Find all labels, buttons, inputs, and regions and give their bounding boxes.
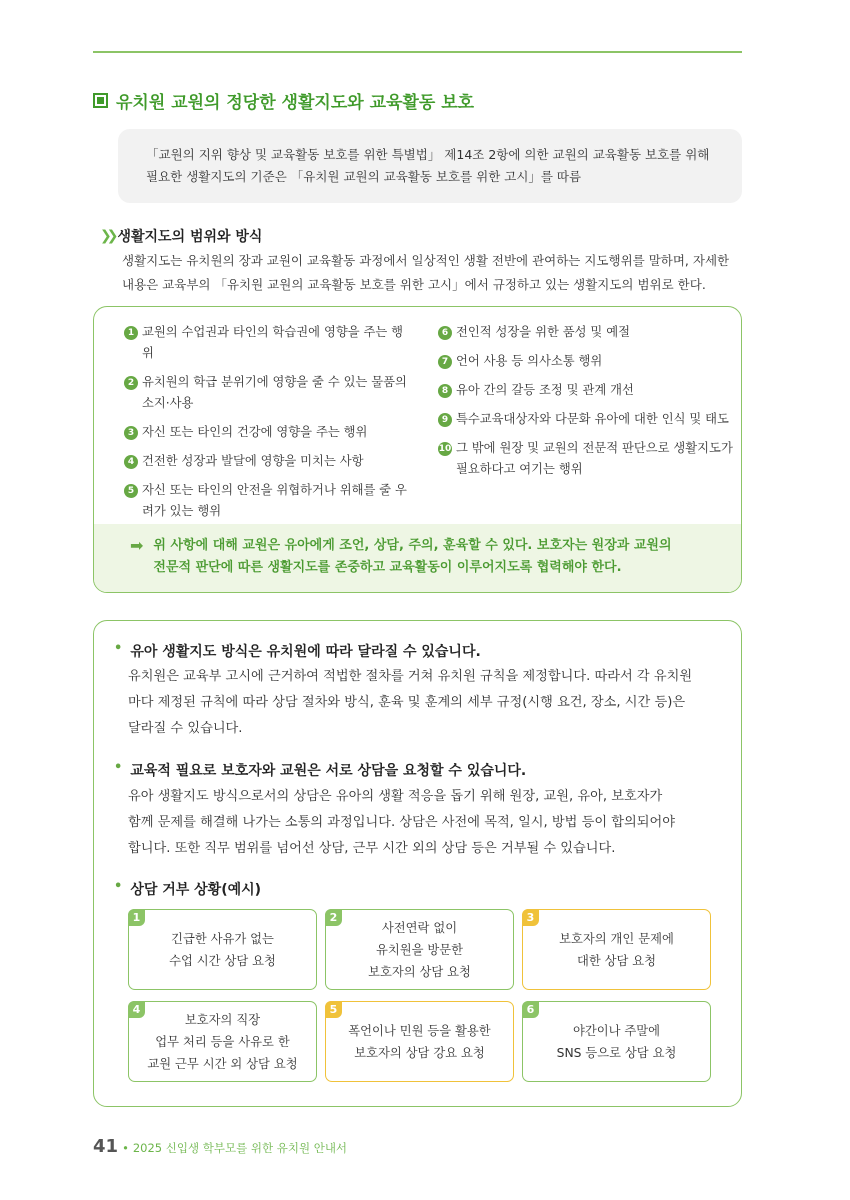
case-card — [128, 1001, 317, 1082]
case-line: 사전연락 없이 — [381, 920, 458, 935]
list-item — [124, 451, 414, 472]
case-number: 6 — [522, 1001, 539, 1018]
case-line: 폭언이나 민원 등을 활용한 — [348, 1023, 491, 1038]
scope-title-text: 생활지도의 범위와 방식 — [117, 229, 263, 245]
case-line: 야간이나 주말에 — [572, 1023, 661, 1038]
bullet-paragraph-1 — [128, 664, 718, 742]
scope-list-right — [438, 322, 738, 488]
scope-intro — [122, 249, 744, 297]
scope-list-left — [124, 322, 414, 530]
list-item-text: 자신 또는 타인의 안전을 위협하거나 위해를 줄 우려가 있는 행위 — [142, 483, 407, 518]
paragraph-line: 마다 제정된 규칙에 따라 상담 절차와 방식, 훈육 및 훈계의 세부 규정(시행 요건, 장소, 시간 등)은 — [128, 695, 686, 710]
case-line: 긴급한 사유가 없는 — [171, 931, 274, 946]
scope-intro-line-1: 생활지도는 유치원의 장과 교원이 교육활동 과정에서 일상적인 생활 전반에 관여하는 지도행위를 말하며, 자세한 — [122, 253, 730, 268]
page-number: 41 — [93, 1136, 119, 1157]
list-item-text: 교원의 수업권과 타인의 학습권에 영향을 주는 행위 — [142, 325, 404, 360]
case-line: 교원 근무 시간 외 상담 요청 — [147, 1056, 298, 1071]
case-number: 3 — [522, 909, 539, 926]
list-item-text: 유치원의 학급 분위기에 영향을 줄 수 있는 물품의 소지·사용 — [142, 375, 407, 410]
law-line-1: 「교원의 지위 향상 및 교육활동 보호를 위한 특별법」 제14조 2항에 의한 교원의 교육활동 보호를 위해 — [146, 147, 710, 162]
paragraph-line: 유치원은 교육부 고시에 근거하여 적법한 절차를 거쳐 유치원 규칙을 제정합니다. 따라서 각 유치원 — [128, 669, 693, 684]
list-item-text: 자신 또는 타인의 건강에 영향을 주는 행위 — [142, 425, 368, 439]
case-card — [522, 909, 711, 990]
number-badge: 9 — [438, 413, 452, 427]
case-line: 보호자의 상담 요청 — [368, 964, 471, 979]
case-number: 2 — [325, 909, 342, 926]
scope-note — [94, 524, 741, 593]
scope-note-line-1: 위 사항에 대해 교원은 유아에게 조언, 상담, 주의, 훈육할 수 있다. 보호자는 원장과 교원의 — [153, 538, 672, 553]
case-line: 유치원을 방문한 — [375, 942, 464, 957]
law-reference-box — [118, 129, 742, 203]
number-badge: 4 — [124, 455, 138, 469]
list-item — [124, 480, 414, 522]
case-line: 보호자의 직장 — [184, 1012, 261, 1027]
double-chevron-icon: ❯❯ — [100, 228, 114, 244]
list-item-text: 건전한 성장과 발달에 영향을 미치는 사항 — [142, 454, 364, 468]
section-title — [93, 88, 474, 113]
case-line: 보호자의 개인 문제에 — [559, 931, 674, 946]
number-badge: 2 — [124, 376, 138, 390]
bullet-dot-icon: • — [114, 879, 123, 894]
case-number: 1 — [128, 909, 145, 926]
number-badge: 10 — [438, 444, 452, 454]
guidance-box — [93, 620, 742, 1107]
case-line: 업무 처리 등을 사유로 한 — [155, 1034, 290, 1049]
case-card — [325, 1001, 514, 1082]
list-item-text: 유아 간의 갈등 조정 및 관계 개선 — [456, 383, 634, 397]
number-badge: 1 — [124, 326, 138, 340]
bullet-dot-icon: • — [114, 641, 123, 656]
bullet-heading-2 — [114, 760, 526, 780]
list-item-text: 특수교육대상자와 다문화 유아에 대한 인식 및 태도 — [456, 412, 729, 426]
bullet-heading-text: 유아 생활지도 방식은 유치원에 따라 달라질 수 있습니다. — [130, 644, 481, 660]
square-bullet-icon — [93, 93, 108, 108]
scope-title — [100, 226, 262, 246]
bullet-heading-3 — [114, 879, 261, 899]
list-item — [438, 351, 738, 372]
case-line: SNS 등으로 상담 요청 — [556, 1045, 677, 1060]
bullet-dot-icon: • — [114, 760, 123, 775]
top-divider — [93, 51, 742, 53]
bullet-heading-text: 상담 거부 상황(예시) — [130, 882, 262, 898]
scope-intro-line-2: 내용은 교육부의 「유치원 교원의 교육활동 보호를 위한 고시」에서 규정하고 있는 생활지도의 범위로 한다. — [122, 277, 706, 292]
case-line: 대한 상담 요청 — [576, 953, 657, 968]
right-arrow-icon: ➡ — [130, 536, 144, 555]
paragraph-line: 합니다. 또한 직무 범위를 넘어선 상담, 근무 시간 외의 상담 등은 거부될 수 있습니다. — [128, 841, 616, 856]
list-item-text: 그 밖에 원장 및 교원의 전문적 판단으로 생활지도가 필요하다고 여기는 행위 — [456, 441, 733, 476]
case-card — [325, 909, 514, 990]
section-title-text: 유치원 교원의 정당한 생활지도와 교육활동 보호 — [116, 93, 475, 113]
bullet-heading-1 — [114, 641, 481, 661]
case-line: 수업 시간 상담 요청 — [169, 953, 276, 968]
page-footer — [93, 1136, 347, 1157]
case-line: 보호자의 상담 강요 요청 — [354, 1045, 485, 1060]
list-item — [438, 380, 738, 401]
case-card — [128, 909, 317, 990]
number-badge: 8 — [438, 384, 452, 398]
footer-dot-icon: • — [122, 1141, 129, 1155]
number-badge: 5 — [124, 484, 138, 498]
case-number: 5 — [325, 1001, 342, 1018]
scope-note-text — [153, 535, 671, 593]
case-card — [522, 1001, 711, 1082]
list-item — [438, 438, 738, 480]
list-item-text: 전인적 성장을 위한 품성 및 예절 — [456, 325, 630, 339]
list-item-text: 언어 사용 등 의사소통 행위 — [456, 354, 603, 368]
bullet-paragraph-2 — [128, 784, 718, 862]
paragraph-line: 달라질 수 있습니다. — [128, 721, 243, 736]
paragraph-line: 함께 문제를 해결해 나가는 소통의 과정입니다. 상담은 사전에 목적, 일시, 방법 등이 합의되어야 — [128, 815, 675, 830]
bullet-heading-text: 교육적 필요로 보호자와 교원은 서로 상담을 요청할 수 있습니다. — [130, 763, 527, 779]
number-badge: 6 — [438, 326, 452, 340]
list-item — [124, 322, 414, 364]
list-item — [124, 422, 414, 443]
scope-list-box — [93, 306, 742, 593]
list-item — [438, 409, 738, 430]
list-item — [124, 372, 414, 414]
paragraph-line: 유아 생활지도 방식으로서의 상담은 유아의 생활 적응을 돕기 위해 원장, 교원, 유아, 보호자가 — [128, 789, 663, 804]
scope-note-line-2: 전문적 판단에 따른 생활지도를 존중하고 교육활동이 이루어지도록 협력해야 한다. — [153, 560, 622, 575]
footer-title: 2025 신입생 학부모를 위한 유치원 안내서 — [132, 1141, 348, 1155]
law-line-2: 필요한 생활지도의 기준은 「유치원 교원의 교육활동 보호를 위한 고시」를 따름 — [146, 169, 582, 184]
number-badge: 3 — [124, 426, 138, 440]
list-item — [438, 322, 738, 343]
number-badge: 7 — [438, 355, 452, 369]
case-number: 4 — [128, 1001, 145, 1018]
